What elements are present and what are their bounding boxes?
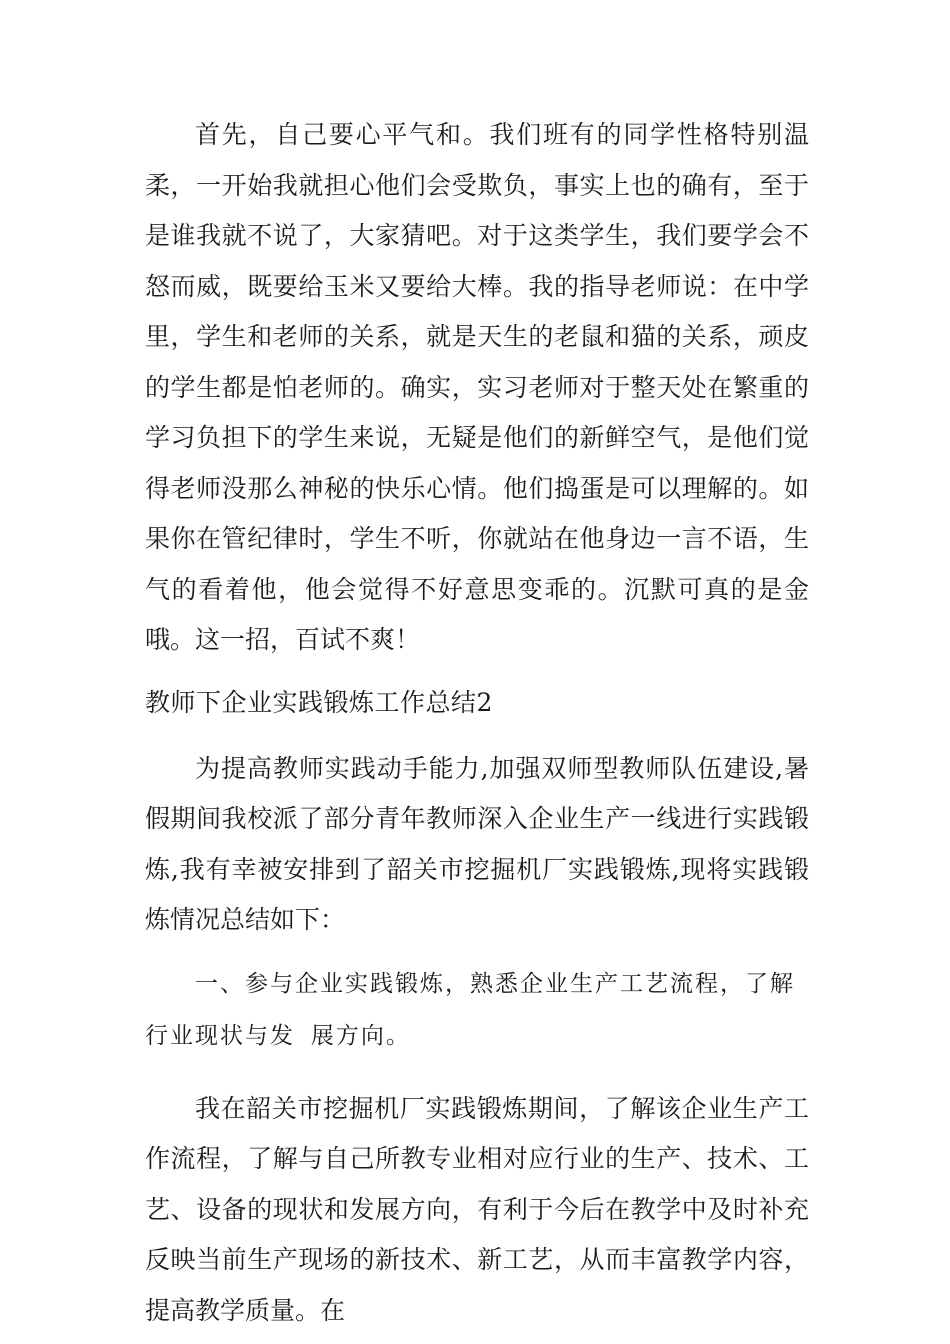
document-page [145,110,809,1336]
body-paragraph: 首先，自己要心平气和。我们班有的同学性格特别温柔，一开始我就担心他们会受欺负，事实上也的确有，至于是谁我就不说了，大家猜吧。对于这类学生，我们要学会不怒而威，既要给玉米又要给大棒。我的指导老师说：在中学里，学生和老师的关系，就是天生的老鼠和猫的关系，顽皮的学生都是怕老师的。确实，实习老师对于整天处在繁重的学习负担下的学生来说，无疑是他们的新鲜空气，是他们觉得老师没那么神秘的快乐心情。他们捣蛋是可以理解的。如果你在管纪律时，学生不听，你就站在他身边一言不语，生气的看着他，他会觉得不好意思变乖的。沉默可真的是金哦。这一招，百试不爽！ [145,120,809,654]
body-paragraph: 我在韶关市挖掘机厂实践锻炼期间，了解该企业生产工作流程，了解与自己所教专业相对应行业的生产、技术、工艺、设备的现状和发展方向，有利于今后在教学中及时补充反映当前生产现场的新技术、新工艺，从而丰富教学内容，提高教学质量。在 [145,1093,809,1325]
section-subheading: 一、参与企业实践锻炼，熟悉企业生产工艺流程，了解行业现状与发 展方向。 [145,970,795,1049]
section-title: 教师下企业实践锻炼工作总结2 [145,687,493,717]
body-paragraph: 为提高教师实践动手能力,加强双师型教师队伍建设,暑假期间我校派了部分青年教师深入企业生产一线进行实践锻炼,我有幸被安排到了韶关市挖掘机厂实践锻炼,现将实践锻炼情况总结如下： [145,753,809,934]
